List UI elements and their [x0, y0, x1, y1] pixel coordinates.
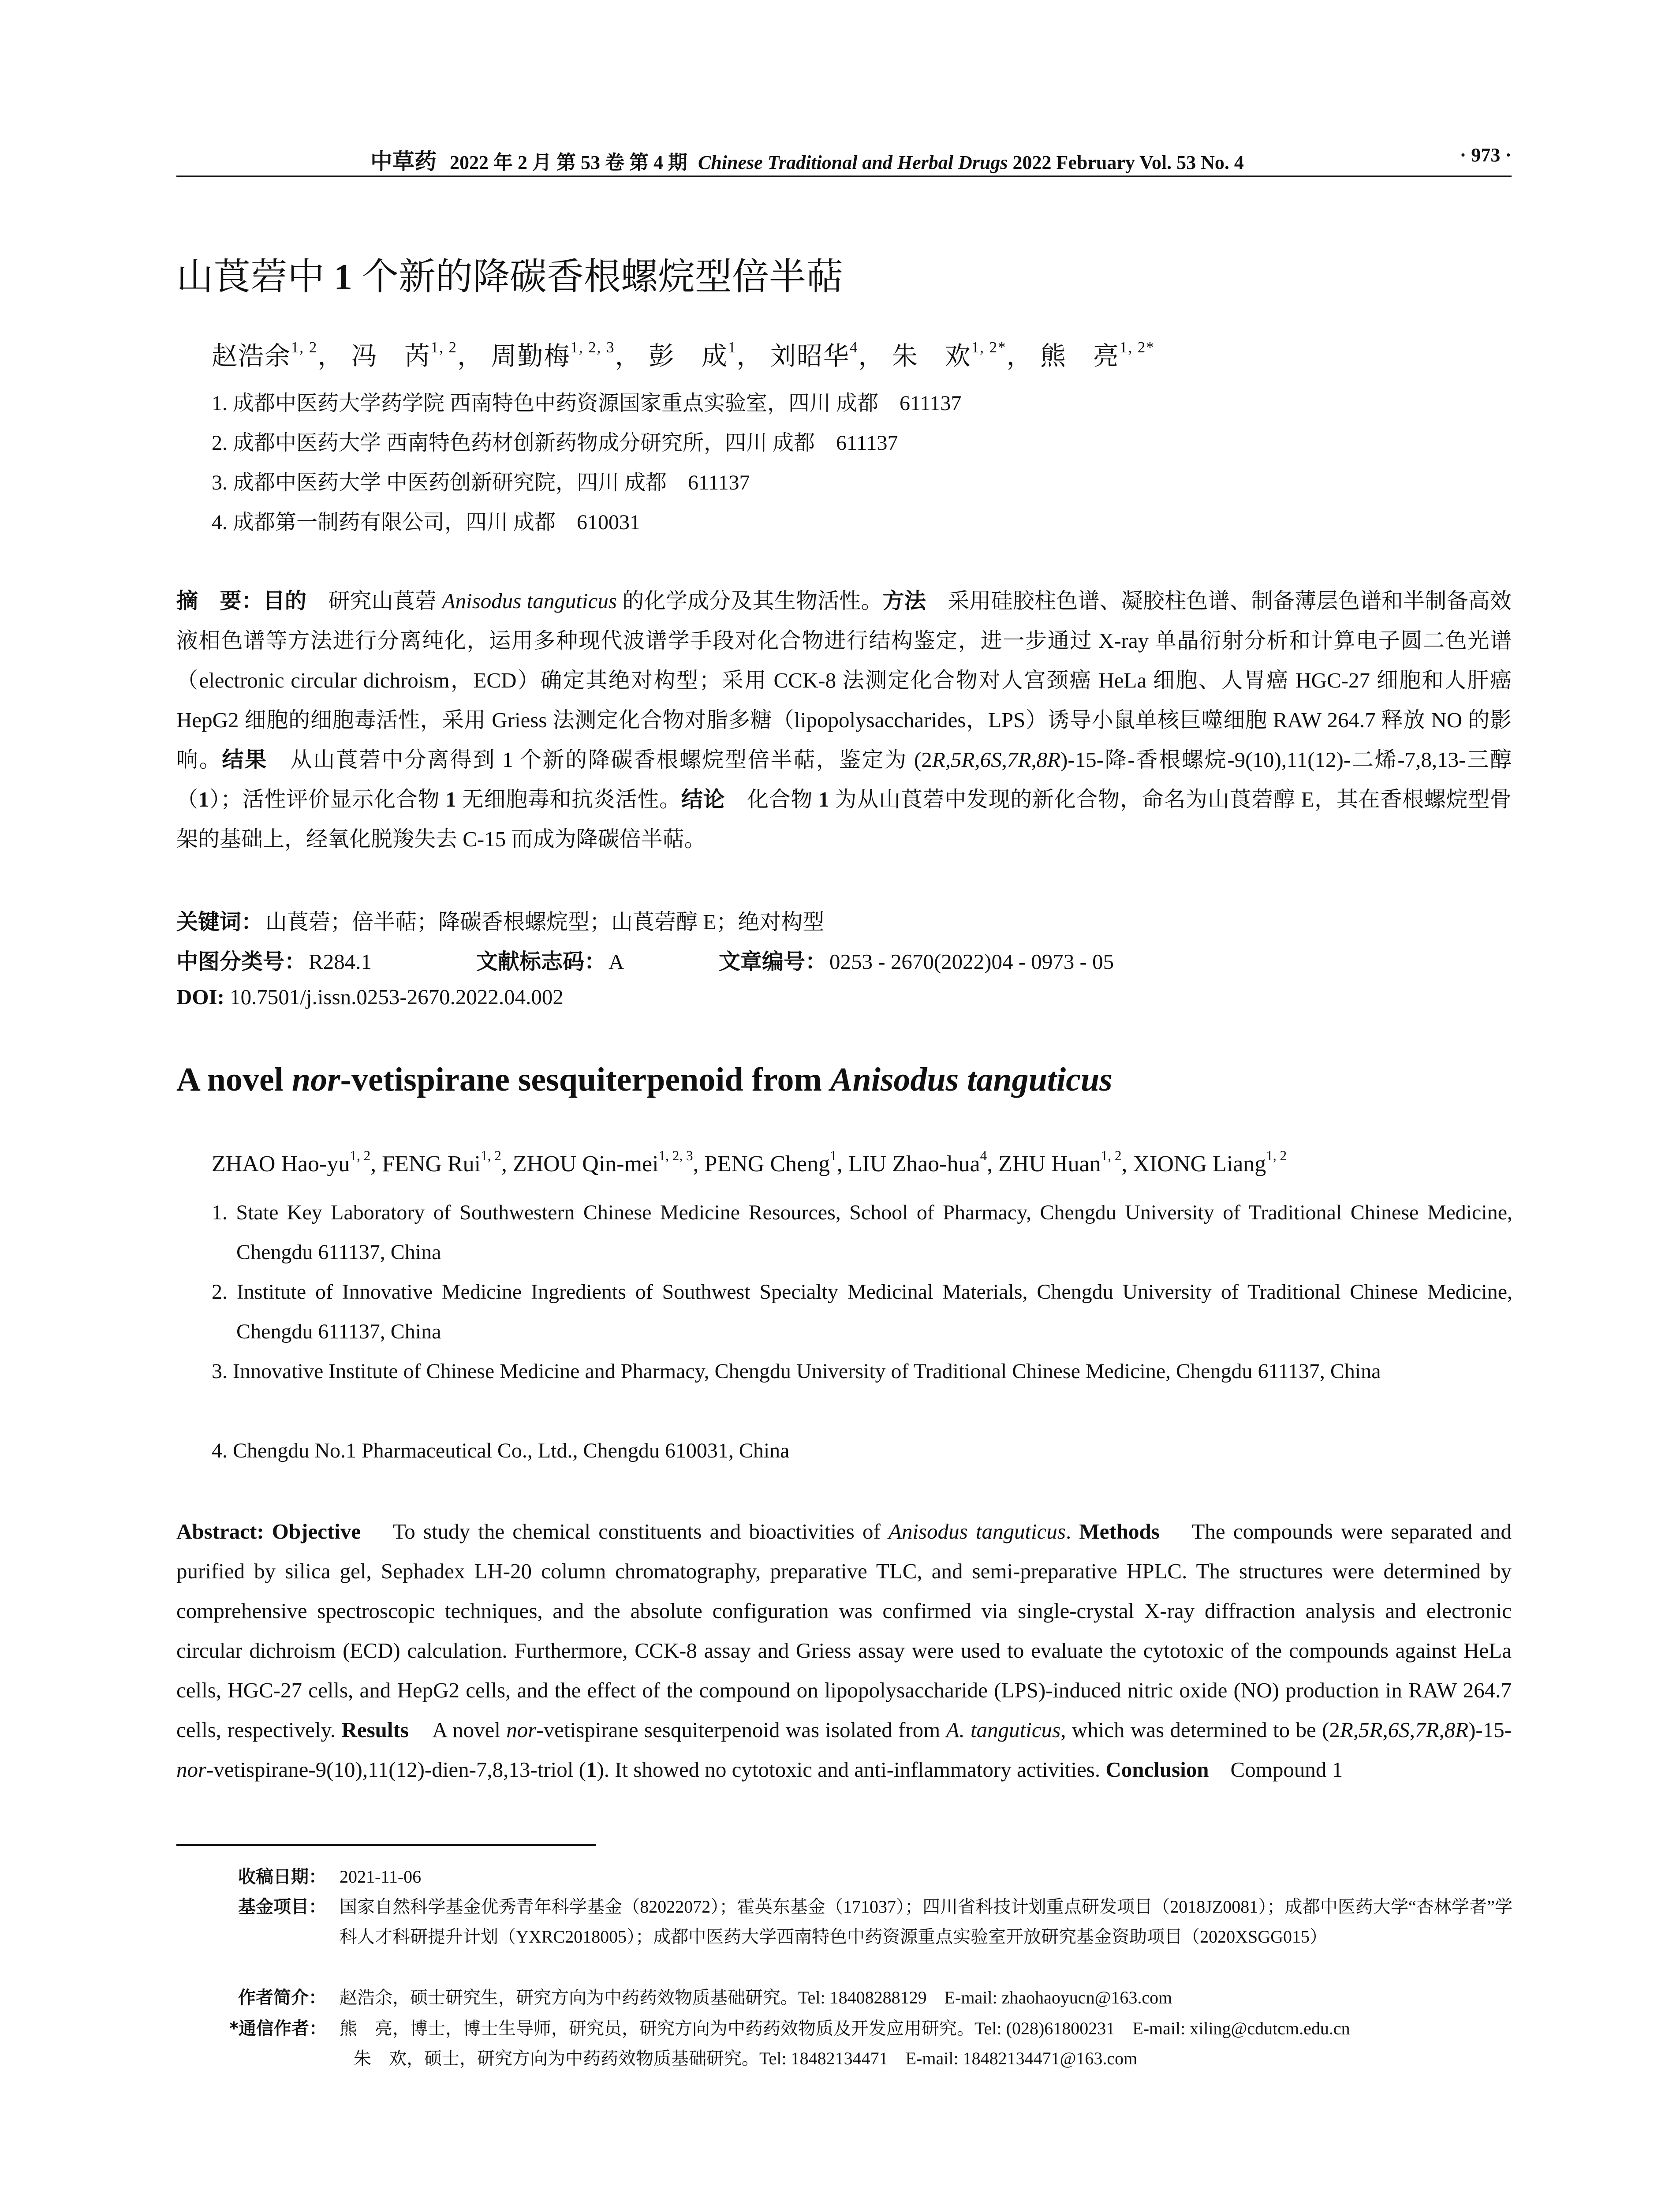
authors-cn: 赵浩余$^{1, 2}$， 冯 芮$^{1, 2}$， 周勤梅$^{1, 2, 3}$， 彭 成$^1$， 刘昭华$^4$， 朱 欢$^{1, 2*}$， 熊 亮$^{1, 2*}$: [212, 339, 1155, 370]
results-label-cn: 结果: [222, 747, 268, 772]
running-head-citation: [370, 144, 1244, 176]
author-cn: 冯 芮$^{1, 2}$: [351, 339, 457, 370]
clc-label: 中图分类号：: [176, 949, 306, 974]
article-number-value: 0253 - 2670(2022)04 - 0973 - 05: [829, 949, 1114, 974]
footnote-received: 收稿日期： 2021-11-06: [238, 1867, 422, 1887]
journal-name-en: Chinese Traditional and Herbal Drugs: [698, 152, 1008, 173]
affiliation-en: 4. Chengdu No.1 Pharmaceutical Co., Ltd., Chengdu 610031, China: [212, 1439, 790, 1462]
title-en: A novel nor-vetispirane sesquiterpenoid from Anisodus tanguticus: [176, 1061, 1113, 1098]
footnote-funding: 基金项目： 国家自然科学基金优秀青年科学基金（82022072）；霍英东基金（171037）；四川省科技计划重点研发项目（2018JZ0081）；成都中医药大学“杏林学者”学科人才科研提升计划（YXRC2018005）；成都中医药大学西南特色中药资源重点实验室开放研究基金资助项目（2020XSGG015）: [238, 1897, 1512, 1947]
footnote-corresponding: *通信作者： 熊 亮，博士，博士生导师，研究员，研究方向为中药药效物质及开发应用研究。Tel: (028)61800231 E-mail: xiling@cdutcm.edu.cn 朱 欢，硕士，研究方向为中药药效物质基础研究。Tel: 18482134471 E-mail: 18482134471@163.com: [229, 2018, 1350, 2068]
author-en: PENG Cheng$^1$: [704, 1148, 837, 1177]
author-en: ZHAO Hao-yu$^{1, 2}$: [212, 1148, 371, 1177]
author-cn: 刘昭华$^4$: [770, 339, 859, 370]
affiliation-en: 2. Institute of Innovative Medicine Ingredients of Southwest Specialty Medicinal Materials, Chengdu University of Traditional Chinese Medicine, Chengdu 611137, China: [212, 1280, 1512, 1343]
title-cn-part1: 山莨菪中: [176, 257, 325, 298]
clc-value: R284.1: [309, 949, 372, 974]
title-cn-part2: 个新的降碳香根螺烷型倍半萜: [362, 257, 844, 298]
methods-cn: 采用硅胶柱色谱、凝胶柱色谱、制备薄层色谱和半制备高效液相色谱等方法进行分离纯化，运用多种现代波谱学手段对化合物进行结构鉴定，进一步通过 X-ray 单晶衍射分析和计算电子圆二色光谱（electronic circular dichroism，ECD）确定其绝对构型；采用 CCK-8 法测定化合物对人宫颈癌 HeLa 细胞、人胃癌 HGC-27 细胞和人肝癌 HepG2 细胞的细胞毒活性，采用 Griess 法测定化合物对脂多糖（lipopolysaccharides，LPS）诱导小鼠单核巨噬细胞 RAW 264.7 释放 NO 的影响。: [176, 589, 1512, 772]
issue-en: 2022 February Vol. 53 No. 4: [1012, 152, 1244, 173]
keywords-label: 关键词：: [176, 909, 263, 934]
running-head: [176, 144, 1512, 179]
author-en: LIU Zhao-hua$^4$: [848, 1148, 987, 1177]
methods-en: The compounds were separated and purified by silica gel, Sephadex LH-20 column chromatography, preparative TLC, and semi-preparative HPLC. The structures were determined by comprehensive spectroscopic techniques, and the absolute configuration was confirmed via single-crystal X-ray diffraction analysis and electronic circular dichroism (ECD) calculation. Furthermore, CCK-8 assay and Griess assay were used to evaluate the cytotoxic of the compounds against HeLa cells, HGC-27 cells, and HepG2 cells, and the effect of the compound on lipopolysaccharide (LPS)-induced nitric oxide (NO) production in RAW 264.7 cells, respectively.: [176, 1519, 1512, 1742]
author-cn: 彭 成$^1$: [649, 339, 737, 370]
affiliation-cn: 2. 成都中医药大学 西南特色药材创新药物成分研究所，四川 成都 611137: [212, 431, 898, 455]
header-rule: [176, 176, 1512, 177]
title-cn-number: 1: [334, 257, 353, 298]
conclusion-label-cn: 结论: [681, 787, 725, 812]
affiliation-cn: 3. 成都中医药大学 中医药创新研究院，四川 成都 611137: [212, 471, 750, 494]
objective-label-cn: 目的: [263, 588, 307, 613]
affiliation-en: 1. State Key Laboratory of Southwestern Chinese Medicine Resources, School of Pharmacy, Chengdu University of Traditional Chinese Medicine, Chengdu 611137, China: [212, 1201, 1512, 1264]
methods-label-en: Methods: [1079, 1519, 1160, 1544]
footnote-rule: [176, 1844, 596, 1846]
author-cn: 赵浩余$^{1, 2}$: [212, 339, 318, 370]
author-en: FENG Rui$^{1, 2}$: [382, 1148, 501, 1177]
conclusion-label-en: Conclusion: [1105, 1757, 1209, 1782]
affiliation-cn: 1. 成都中医药大学药学院 西南特色中药资源国家重点实验室，四川 成都 611137: [212, 392, 962, 415]
doi-value[interactable]: 10.7501/j.issn.0253-2670.2022.04.002: [230, 985, 564, 1009]
journal-name-cn: 中草药: [370, 149, 437, 174]
author-cn: 熊 亮$^{1, 2*}$: [1040, 339, 1155, 370]
page-number: · 973 ·: [1460, 144, 1512, 166]
author-cn: 周勤梅$^{1, 2, 3}$: [491, 339, 615, 370]
species-name: Anisodus tanguticus: [442, 589, 617, 613]
abstract-en: Abstract: Objective To study the chemical constituents and bioactivities of Anisodus tanguticus. Methods The compounds were separated and purified by silica gel, Sephadex LH-20 column chromatography, preparative TLC, and semi-preparative HPLC. The structures were determined by comprehensive spectroscopic techniques, and the absolute configuration was confirmed via single-crystal X-ray diffraction analysis and electronic circular dichroism (ECD) calculation. Furthermore, CCK-8 assay and Griess assay were used to evaluate the cytotoxic of the compounds against HeLa cells, HGC-27 cells, and HepG2 cells, and the effect of the compound on lipopolysaccharide (LPS)-induced nitric oxide (NO) production in RAW 264.7 cells, respectively. Results A novel nor-vetispirane sesquiterpenoid was isolated from A. tanguticus, which was determined to be (2R,5R,6S,7R,8R)-15-nor-vetispirane-9(10),11(12)-dien-7,8,13-triol (1). It showed no cytotoxic and anti-inflammatory activities. Conclusion Compound 1: [176, 1519, 1512, 1782]
keywords-cn: [176, 905, 824, 936]
title-cn: [176, 247, 843, 300]
doc-code-label: 文献标志码：: [476, 949, 606, 974]
author-en: XIONG Liang$^{1, 2}$: [1133, 1148, 1287, 1177]
affiliation-en: 3. Innovative Institute of Chinese Medicine and Pharmacy, Chengdu University of Traditional Chinese Medicine, Chengdu 611137, China: [212, 1360, 1381, 1383]
methods-label-cn: 方法: [882, 588, 926, 613]
classification-line: [176, 945, 1114, 975]
keywords-value: 山莨菪；倍半萜；降碳香根螺烷型；山莨菪醇 E；绝对构型: [265, 910, 825, 934]
doi-line: [176, 984, 564, 1009]
author-en: ZHOU Qin-mei$^{1, 2, 3}$: [512, 1148, 693, 1177]
results-label-en: Results: [341, 1718, 409, 1742]
doi-label: DOI:: [176, 985, 224, 1009]
abstract-en-label: Abstract: Objective: [176, 1519, 361, 1544]
doc-code-value: A: [609, 949, 624, 974]
author-cn: 朱 欢$^{1, 2*}$: [892, 339, 1007, 370]
author-en: ZHU Huan$^{1, 2}$: [998, 1148, 1122, 1177]
abstract-cn: 摘 要：目的 研究山莨菪 Anisodus tanguticus 的化学成分及其生物活性。方法 采用硅胶柱色谱、凝胶柱色谱、制备薄层色谱和半制备高效液相色谱等方法进行分离纯化，运用多种现代波谱学手段对化合物进行结构鉴定，进一步通过 X-ray 单晶衍射分析和计算电子圆二色光谱（electronic circular dichroism，ECD）确定其绝对构型；采用 CCK-8 法测定化合物对人宫颈癌 HeLa 细胞、人胃癌 HGC-27 细胞和人肝癌 HepG2 细胞的细胞毒活性，采用 Griess 法测定化合物对脂多糖（lipopolysaccharides，LPS）诱导小鼠单核巨噬细胞 RAW 264.7 释放 NO 的影响。结果 从山莨菪中分离得到 1 个新的降碳香根螺烷型倍半萜，鉴定为 (2R,5R,6S,7R,8R)-15-降-香根螺烷-9(10),11(12)-二烯-7,8,13-三醇（1）；活性评价显示化合物 1 无细胞毒和抗炎活性。结论 化合物 1 为从山莨菪中发现的新化合物，命名为山莨菪醇 E，其在香根螺烷型骨架的基础上，经氧化脱羧失去 C-15 而成为降碳倍半萜。: [176, 588, 1512, 851]
article-number-label: 文章编号：: [719, 949, 827, 974]
footnote-author-bio: 作者简介： 赵浩余，硕士研究生，研究方向为中药药效物质基础研究。Tel: 18408288129 E-mail: zhaohaoyucn@163.com: [238, 1988, 1172, 2008]
affiliation-cn: 4. 成都第一制药有限公司，四川 成都 610031: [212, 511, 641, 534]
species-name-en: Anisodus tanguticus: [830, 1061, 1113, 1098]
abstract-cn-label: 摘 要：: [176, 588, 263, 613]
issue-cn: 2022 年 2 月 第 53 卷 第 4 期: [450, 152, 687, 173]
authors-en: ZHAO Hao-yu$^{1, 2}$, FENG Rui$^{1, 2}$, ZHOU Qin-mei$^{1, 2, 3}$, PENG Cheng$^1$, LIU Zhao-hua$^4$, ZHU Huan$^{1, 2}$, XIONG Liang$^{1, 2}$: [212, 1148, 1287, 1177]
